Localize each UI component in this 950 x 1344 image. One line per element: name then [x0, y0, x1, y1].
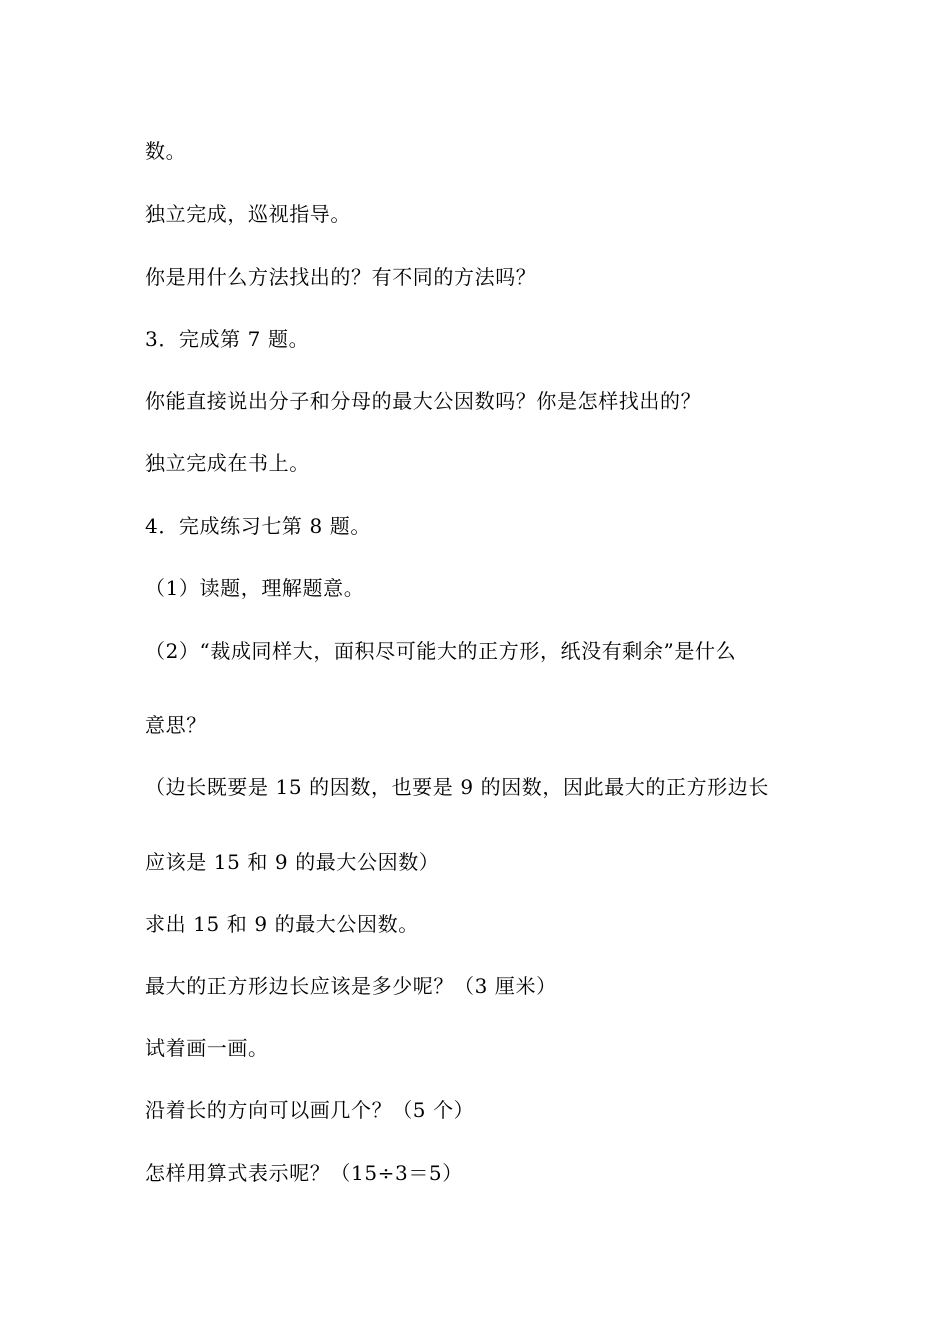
section-heading: 4．完成练习七第 8 题。	[145, 514, 371, 538]
text-line: 试着画一画。	[145, 1036, 269, 1060]
text-line: 最大的正方形边长应该是多少呢？（3 厘米）	[145, 974, 557, 998]
text-line: 求出 15 和 9 的最大公因数。	[145, 912, 419, 936]
text-line: （边长既要是 15 的因数，也要是 9 的因数，因此最大的正方形边长	[145, 775, 770, 799]
text-line: 应该是 15 和 9 的最大公因数）	[145, 850, 440, 874]
text-line: 怎样用算式表示呢？（15÷3＝5）	[145, 1161, 463, 1185]
list-item: （1）读题，理解题意。	[145, 576, 365, 600]
list-item: （2）“裁成同样大，面积尽可能大的正方形，纸没有剩余”是什么	[145, 639, 737, 663]
text-line: 意思？	[145, 713, 207, 737]
text-line: 独立完成，巡视指导。	[145, 202, 351, 226]
text-line: 沿着长的方向可以画几个？（5 个）	[145, 1098, 475, 1122]
section-heading: 3．完成第 7 题。	[145, 327, 310, 351]
text-line: 你能直接说出分子和分母的最大公因数吗？你是怎样找出的？	[145, 389, 702, 413]
text-line: 你是用什么方法找出的？有不同的方法吗？	[145, 265, 537, 289]
text-line: 数。	[145, 139, 187, 163]
text-line: 独立完成在书上。	[145, 451, 310, 475]
